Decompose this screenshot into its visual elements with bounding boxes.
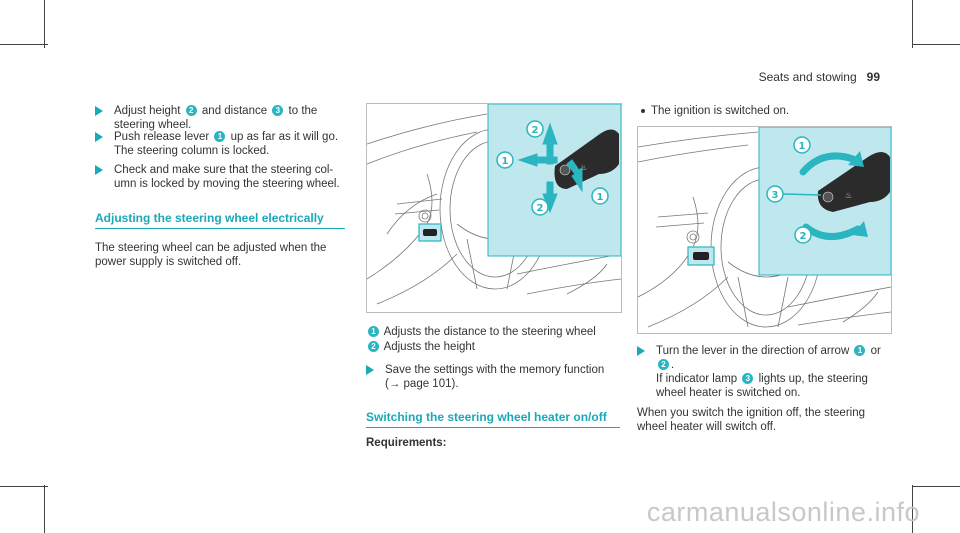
zoom-inset: [488, 104, 621, 256]
steering-wheel-heater-figure: [637, 126, 892, 334]
step-arrow-icon: [637, 346, 645, 356]
legend-item: 1 Adjusts the distance to the steering wheel: [366, 325, 620, 340]
callout-1-right: 1: [596, 192, 604, 203]
heading-rule: [95, 228, 345, 229]
callout-badge: 2: [658, 359, 669, 370]
step-arrow-icon: [366, 365, 374, 375]
section-heading: Switching the steering wheel heater on/off: [366, 410, 607, 424]
callout-badge: 2: [186, 105, 197, 116]
dashboard-illustration: [367, 104, 621, 312]
svg-text:♨: ♨: [580, 163, 588, 172]
paragraph: The steering wheel can be adjusted when the power supply is switched off.: [95, 242, 327, 268]
page-ref-link[interactable]: (→ page 101).: [385, 378, 459, 390]
crop-mark: [44, 0, 45, 48]
callout-3: 3: [771, 190, 779, 201]
callout-1-left: 1: [501, 156, 509, 167]
figure-legend: [366, 325, 620, 355]
paragraph: When you switch the ignition off, the steering wheel heater will switch off.: [637, 407, 866, 433]
heading-rule: [366, 427, 620, 428]
step-arrow-icon: [95, 106, 103, 116]
step-turn-lever: Turn the lever in the direction of arrow 1 or 2 . If indicator lamp 3 lights up, the steering wheel heater is switched on.: [637, 344, 897, 400]
page-number: 99: [866, 70, 880, 84]
callout-badge: 3: [742, 373, 753, 384]
step-save-settings: Save the settings with the memory function (→ page 101).: [366, 363, 626, 391]
requirements-label: Requirements:: [366, 437, 447, 449]
legend-item: 2 Adjusts the height: [366, 340, 620, 355]
watermark: carmanualsonline.info: [646, 497, 920, 527]
page-header: [759, 70, 880, 84]
crop-mark: [912, 486, 960, 487]
bullet-item: The ignition is switched on.: [637, 104, 887, 118]
callout-badge: 1: [854, 345, 865, 356]
callout-2-bottom: 2: [536, 203, 544, 214]
callout-1: 1: [798, 141, 806, 152]
step-check-locked: Check and make sure that the steering col- umn is locked by moving the steering wheel.: [95, 163, 355, 191]
step-adjust-height: Adjust height 2 and distance 3 to the steering wheel.: [95, 104, 345, 132]
section-title: Seats and stowing: [758, 70, 857, 84]
step-arrow-icon: [95, 132, 103, 142]
callout-badge: 1: [214, 131, 225, 142]
callout-2-top: 2: [531, 125, 539, 136]
crop-mark: [912, 44, 960, 45]
svg-text:♨: ♨: [845, 191, 853, 200]
steering-wheel-adjust-figure: [366, 103, 622, 313]
callout-2: 2: [799, 231, 807, 242]
dashboard-illustration: [638, 127, 891, 333]
crop-mark: [912, 0, 913, 48]
callout-badge: 3: [272, 105, 283, 116]
bullet-dot: [641, 109, 645, 113]
step-arrow-icon: [95, 165, 103, 175]
crop-mark: [0, 486, 48, 487]
section-heading: Adjusting the steering wheel electrically: [95, 211, 324, 225]
crop-mark: [0, 44, 48, 45]
crop-mark: [44, 485, 45, 533]
step-push-release-lever: Push release lever 1 up as far as it will go. The steering column is locked.: [95, 130, 345, 158]
